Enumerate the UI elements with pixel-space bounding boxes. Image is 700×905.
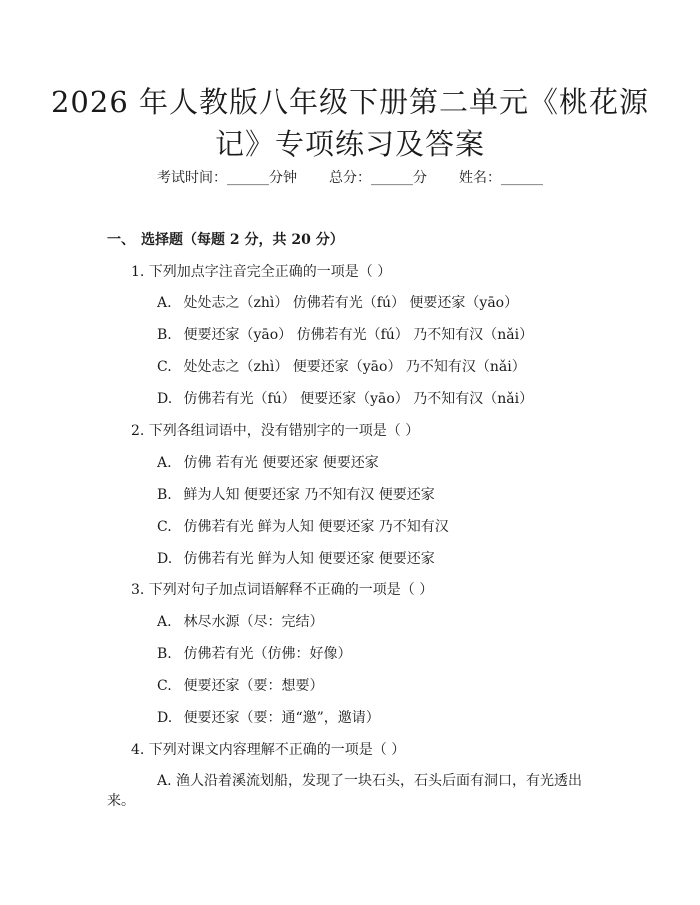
option-label: D.: [157, 710, 173, 726]
question-option: [157, 485, 435, 505]
question-option: [157, 293, 518, 313]
section-number: 一、: [107, 232, 135, 248]
question-option: [157, 357, 526, 377]
option-label: A.: [157, 295, 172, 311]
section-heading: [107, 230, 344, 250]
document-title-line-1: 2026 年人教版八年级下册第二单元《桃花源: [50, 85, 650, 119]
option-text: 仿佛若有光 鲜为人知 便要还家 乃不知有汉: [183, 519, 449, 535]
section-title: 选择题（每题 2 分，共 20 分）: [141, 232, 344, 248]
document-title-line-2: 记》专项练习及答案: [214, 127, 485, 161]
question-stem: 1. 下列加点字注音完全正确的一项是（ ）: [131, 264, 392, 280]
option-text: 便要还家（要：通“邀”，邀请）: [183, 710, 380, 726]
option-text: 处处志之（zhì） 便要还家（yāo） 乃不知有汉（nǎi）: [183, 359, 526, 375]
option-label: D.: [157, 391, 173, 407]
question-option: [157, 549, 435, 569]
exam-time-field: 考试时间：______分钟: [157, 170, 297, 186]
option-label: C.: [157, 359, 172, 375]
question-option: [157, 612, 323, 632]
option-label: B.: [157, 646, 172, 662]
option-text: 仿佛若有光 鲜为人知 便要还家 便要还家: [183, 551, 435, 567]
option-text: 处处志之（zhì） 仿佛若有光（fú） 便要还家（yāo）: [183, 295, 519, 311]
question-option: [107, 771, 597, 811]
question-option: [157, 325, 533, 345]
option-text: 便要还家（yāo） 仿佛若有光（fú） 乃不知有汉（nǎi）: [183, 327, 534, 343]
question-option: [157, 517, 449, 537]
option-label: A.: [157, 773, 172, 789]
option-text: 仿佛 若有光 便要还家 便要还家: [183, 455, 379, 471]
question-option: [157, 676, 323, 696]
student-name-field: 姓名：______: [459, 170, 543, 186]
question-stem: 4. 下列对课文内容理解不正确的一项是（ ）: [131, 742, 406, 758]
option-label: A.: [157, 455, 172, 471]
option-text: 仿佛若有光（fú） 便要还家（yāo） 乃不知有汉（nǎi）: [183, 391, 534, 407]
exam-meta: [0, 168, 700, 188]
question-option: [157, 644, 351, 664]
option-text: 鲜为人知 便要还家 乃不知有汉 便要还家: [183, 487, 435, 503]
question-option: [157, 708, 380, 728]
option-label: D.: [157, 551, 173, 567]
question-option: [157, 453, 379, 473]
option-text: 渔人沿着溪流划船，发现了一块石头，石头后面有洞口，有光透出来。: [107, 773, 583, 809]
question-stem: 2. 下列各组词语中，没有错别字的一项是（ ）: [131, 423, 420, 439]
option-label: C.: [157, 519, 172, 535]
option-text: 林尽水源（尽：完结）: [183, 614, 324, 630]
option-label: B.: [157, 487, 172, 503]
option-label: C.: [157, 678, 172, 694]
question-option: [157, 389, 533, 409]
total-score-field: 总分：______分: [329, 170, 427, 186]
option-label: B.: [157, 327, 172, 343]
option-text: 便要还家（要：想要）: [183, 678, 324, 694]
option-label: A.: [157, 614, 172, 630]
question-stem: 3. 下列对句子加点词语解释不正确的一项是（ ）: [131, 582, 434, 598]
option-text: 仿佛若有光（仿佛：好像）: [183, 646, 352, 662]
